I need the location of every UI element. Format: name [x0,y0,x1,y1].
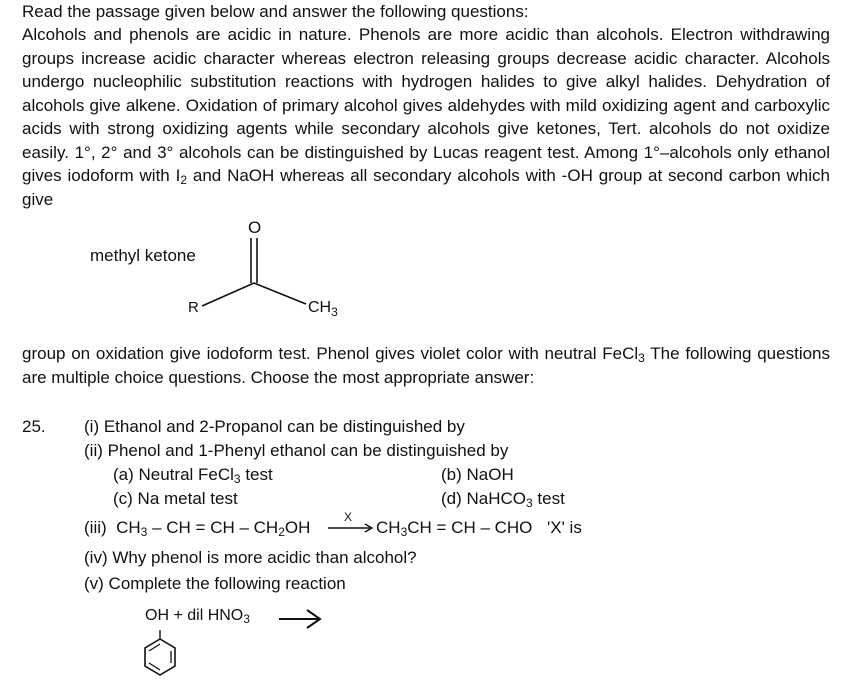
benzene-ring-icon [138,630,182,680]
option-a: (a) Neutral FeCl$_3$ test [113,465,273,486]
iodine-subscript: 2 [180,173,188,187]
reagent-x-label: X [344,510,353,524]
question-iii [84,518,310,538]
ch3-group: $CH_3$ [308,299,338,319]
passage-paragraph-2 [22,342,830,389]
question-iv: (iv) Why phenol is more acidic than alcohol? [84,548,417,567]
bond-carbon-ch3 [254,283,306,304]
passage-paragraph-1 [22,23,830,211]
question-iii-label: (iii) [84,518,107,537]
methyl-ketone-label: methyl ketone [90,246,196,265]
passage-text: Alcohols and phenols are acidic in nature. Phenols are more acidic than alcohols. Electron withdrawing groups increase acidic character whereas electron releasing groups decrease acidic character. Alcohols undergo nucleophilic substitution reactions with hydrogen halides to give alkyl halides. Dehydration of alcohols give alkene. Oxidation of primary alcohol gives aldehydes with mild oxidizing agent and carboxylic acids with strong oxidizing agents while secondary alcohols give ketones, Tert. alcohols do not oxidize easily. 1°, 2° and 3° alcohols can be distinguished by Lucas reagent test. Among 1°–alcohols only ethanol gives iodoform with I [22,25,830,185]
reaction-arrow-x [328,510,378,536]
passage-text-2a: group on oxidation give iodoform test. Phenol gives violet color with neutral FeCl [22,344,639,363]
question-ii: (ii) Phenol and 1-Phenyl ethanol can be distinguished by [84,441,509,460]
reaction-arrow [275,604,325,634]
methyl-ketone-structure [80,212,380,322]
reaction-reactants: OH + dil $HNO_3$ [145,607,250,626]
option-c: (c) Na metal test [113,489,238,508]
question-v: (v) Complete the following reaction [84,574,346,593]
question-iii-tail: 'X' is [547,518,582,537]
question-number: 25. [22,417,46,436]
passage-heading: Read the passage given below and answer the following questions: [22,2,529,21]
oxygen-atom: O [248,218,262,237]
bond-r-carbon [202,283,254,306]
product-formula: $CH_3CH$ = CH – CHO [376,518,533,539]
fecl3-subscript: 3 [638,351,645,365]
option-d: (d) NaHCO$_3$ test [441,489,565,510]
question-i: (i) Ethanol and 2-Propanol can be distinguished by [84,417,465,436]
passage-text-end: and NaOH whereas all secondary alcohols with -OH group at second carbon which give [22,166,830,209]
r-group: R [188,299,199,316]
passage-text-2b: The following questions are multiple choice questions. Choose the most appropriate answer: [22,344,831,387]
reactant-formula: $CH_3$ – CH = CH – $CH_2OH$ [116,518,311,539]
option-b: (b) NaOH [441,465,514,484]
